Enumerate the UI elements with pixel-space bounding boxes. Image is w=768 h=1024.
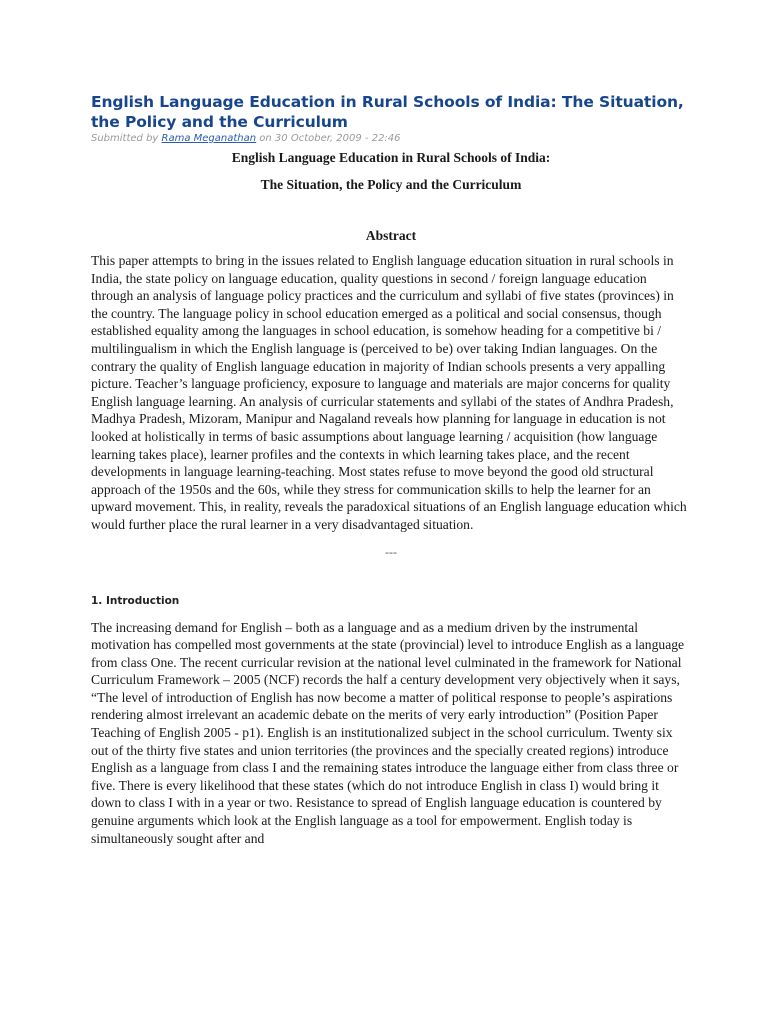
paper-title-line-1: English Language Education in Rural Schools of India: xyxy=(231,150,551,165)
introduction-heading: 1. Introduction xyxy=(91,594,180,607)
abstract-paragraph: This paper attempts to bring in the issues related to English language education situation in rural schools in India, the state policy on language education, quality questions in second / foreign language education through an analysis of language policy practices and the curriculum and syllabi of five states (provinces) in the country. The language policy in school education emerged as a political and social consensus, though established equality among the languages in school education, is somehow heading for a competitive bi / multilingualism in which the English language is (perceived to be) over taking Indian languages. On the contrary the quality of English language education in majority of Indian schools presents a very appalling picture. Teacher’s language proficiency, exposure to language and materials are major concerns for quality English language learning. An analysis of curricular statements and syllabi of the states of Andhra Pradesh, Madhya Pradesh, Mizoram, Manipur and Nagaland reveals how planning for language in education is not looked at holistically in terms of basic assumptions about language learning / acquisition (how language learning takes place), learner profiles and the contexts in which learning takes place, and the recent developments in language learning-teaching. Most states refuse to move beyond the good old structural approach of the 1950s and the 60s, while they stress for communication skills to help the learner for an upward movement. This, in reality, reveals the paradoxical situations of an English language education which would further place the rural learner in a very disadvantaged situation. xyxy=(91,253,687,532)
submitted-line xyxy=(91,132,691,146)
section-separator: --- xyxy=(385,544,397,559)
abstract-heading: Abstract xyxy=(365,228,417,243)
author-link[interactable]: Rama Meganathan xyxy=(161,133,257,144)
introduction-paragraph: The increasing demand for English – both as a language and as a medium driven by the instrumental motivation has compelled most governments at the state (provincial) level to introduce English as a language from class One. The recent curricular revision at the national level culminated in the framework for National Curriculum Framework – 2005 (NCF) records the half a century development very objectively when it says, “The level of introduction of English has now become a matter of political response to people’s aspirations rendering almost irrelevant an academic debate on the merits of very early introduction” (Position Paper Teaching of English 2005 - p1). English is an institutionalized subject in the school curriculum. Twenty six out of the thirty five states and union territories (the provinces and the specially created regions) introduce English as a language from class I and the remaining states introduce the language either from class three or five. There is every likelihood that these states (which do not introduce English in class I) would bring it down to class I with in a year or two. Resistance to spread of English language education is countered by genuine arguments which look at the English language as a tool for empowerment. English today is simultaneously sought after and xyxy=(91,619,685,846)
article xyxy=(91,92,691,847)
post-title: English Language Education in Rural Schools of India: The Situation, the Policy and the Curriculum xyxy=(91,93,684,131)
submitted-prefix: Submitted by xyxy=(91,133,162,144)
submitted-date: on 30 October, 2009 - 22:46 xyxy=(256,133,401,144)
paper-title-line-2: The Situation, the Policy and the Curriculum xyxy=(260,177,522,192)
